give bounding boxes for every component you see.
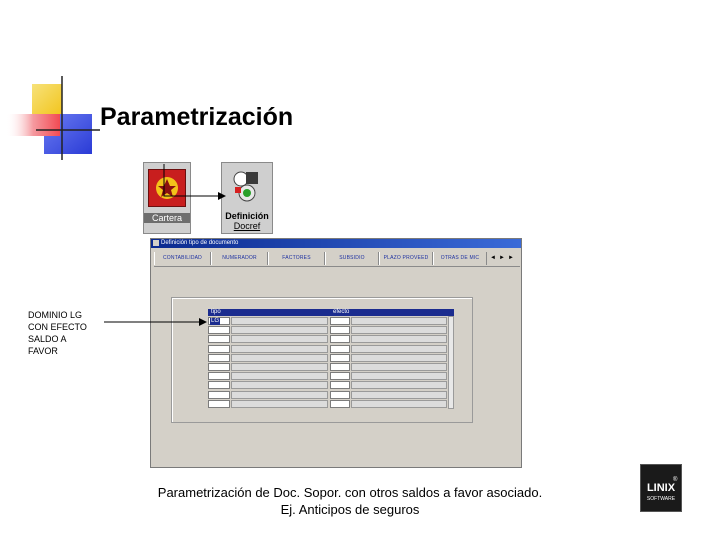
flow-arrow [160, 160, 230, 200]
linix-logo [640, 464, 682, 512]
grid-cell-efecto[interactable] [330, 381, 350, 389]
slide-title: Parametrización [100, 103, 294, 131]
grid-cell-efecto-desc [351, 317, 447, 325]
grid-cell-tipo-desc [231, 372, 328, 380]
grid-cell-efecto-desc [351, 363, 447, 371]
grid-cell-tipo[interactable] [208, 345, 230, 353]
tab-subsidio[interactable]: SUBSIDIO [325, 252, 379, 265]
grid-header-tipo: tipo [208, 309, 330, 316]
grid-cell-tipo[interactable] [208, 372, 230, 380]
tab-otras-de-mic[interactable]: OTRAS DE MIC [433, 252, 487, 265]
grid-cell-efecto-desc [351, 345, 447, 353]
grid-cell-efecto[interactable] [330, 363, 350, 371]
grid-cell-tipo[interactable] [208, 363, 230, 371]
tab-factores[interactable]: FACTORES [268, 252, 325, 265]
tab-nav-last-button[interactable]: ► [508, 255, 514, 261]
grid-cell-efecto[interactable] [330, 335, 350, 343]
caption-line-2: Ej. Anticipos de seguros [280, 502, 420, 517]
callout-arrow [104, 316, 208, 328]
window-icon [153, 240, 159, 246]
grid-cell-tipo[interactable] [208, 381, 230, 389]
linix-logo-subtext: SOFTWARE [646, 496, 676, 502]
tab-nav-next-button[interactable]: ► [499, 255, 505, 261]
grid-cell-tipo-desc [231, 335, 328, 343]
grid-header-efecto: efecto [330, 309, 454, 316]
grid-cell-tipo[interactable] [208, 326, 230, 334]
grid-cell-efecto[interactable] [330, 391, 350, 399]
grid-cell-efecto-desc [351, 381, 447, 389]
grid-cell-tipo[interactable] [208, 354, 230, 362]
tab-plazo-proveed[interactable]: PLAZO PROVEED [379, 252, 433, 265]
grid-cell-tipo[interactable] [208, 400, 230, 408]
window-title: Definición tipo de documento [161, 240, 239, 246]
definicion-docref-icon [232, 169, 262, 203]
caption-line-1: Parametrización de Doc. Sopor. con otros saldos a favor asociado. [157, 485, 543, 500]
grid-cell-efecto-desc [351, 372, 447, 380]
grid-cell-efecto-desc [351, 326, 447, 334]
grid-cell-efecto-desc [351, 400, 447, 408]
grid-cell-efecto[interactable] [330, 317, 350, 325]
app-window [150, 238, 522, 468]
grid-cell-tipo[interactable] [208, 335, 230, 343]
grid-cell-tipo-desc [231, 381, 328, 389]
linix-logo-mark: ® [673, 477, 678, 483]
efecto-grid [208, 309, 454, 413]
grid-cell-efecto-desc [351, 335, 447, 343]
grid-cell-efecto-desc [351, 354, 447, 362]
grid-cell-tipo-desc [231, 326, 328, 334]
docref-label: Docref [233, 221, 261, 231]
grid-cell-tipo-desc [231, 345, 328, 353]
grid-cell-tipo-desc [231, 400, 328, 408]
grid-cell-tipo[interactable] [208, 391, 230, 399]
window-title-bar [151, 239, 521, 248]
grid-cell-efecto[interactable] [330, 372, 350, 380]
grid-cell-efecto[interactable] [330, 400, 350, 408]
grid-cell-tipo-desc [231, 354, 328, 362]
grid-cell-tipo[interactable] [208, 317, 230, 325]
grid-cell-efecto[interactable] [330, 354, 350, 362]
tab-bar [154, 252, 520, 267]
tab-numerador[interactable]: NUMERADOR [211, 252, 268, 265]
definicion-label: Definición [225, 211, 269, 221]
callout-label: DOMINIO LG CON EFECTO SALDO A FAVOR [28, 310, 87, 356]
tab-contabilidad[interactable]: CONTABILIDAD [154, 252, 211, 265]
grid-cell-tipo-desc [231, 317, 328, 325]
grid-cell-tipo-desc [231, 363, 328, 371]
grid-scrollbar[interactable] [448, 316, 454, 409]
grid-cell-value: LG [211, 318, 220, 324]
grid-cell-efecto[interactable] [330, 326, 350, 334]
linix-logo-text: LINIX [646, 482, 676, 494]
tab-nav-prev-button[interactable]: ◄ [490, 255, 496, 261]
grid-cell-efecto-desc [351, 391, 447, 399]
grid-cell-tipo-desc [231, 391, 328, 399]
cartera-label: Cartera [144, 213, 190, 223]
grid-cell-efecto[interactable] [330, 345, 350, 353]
